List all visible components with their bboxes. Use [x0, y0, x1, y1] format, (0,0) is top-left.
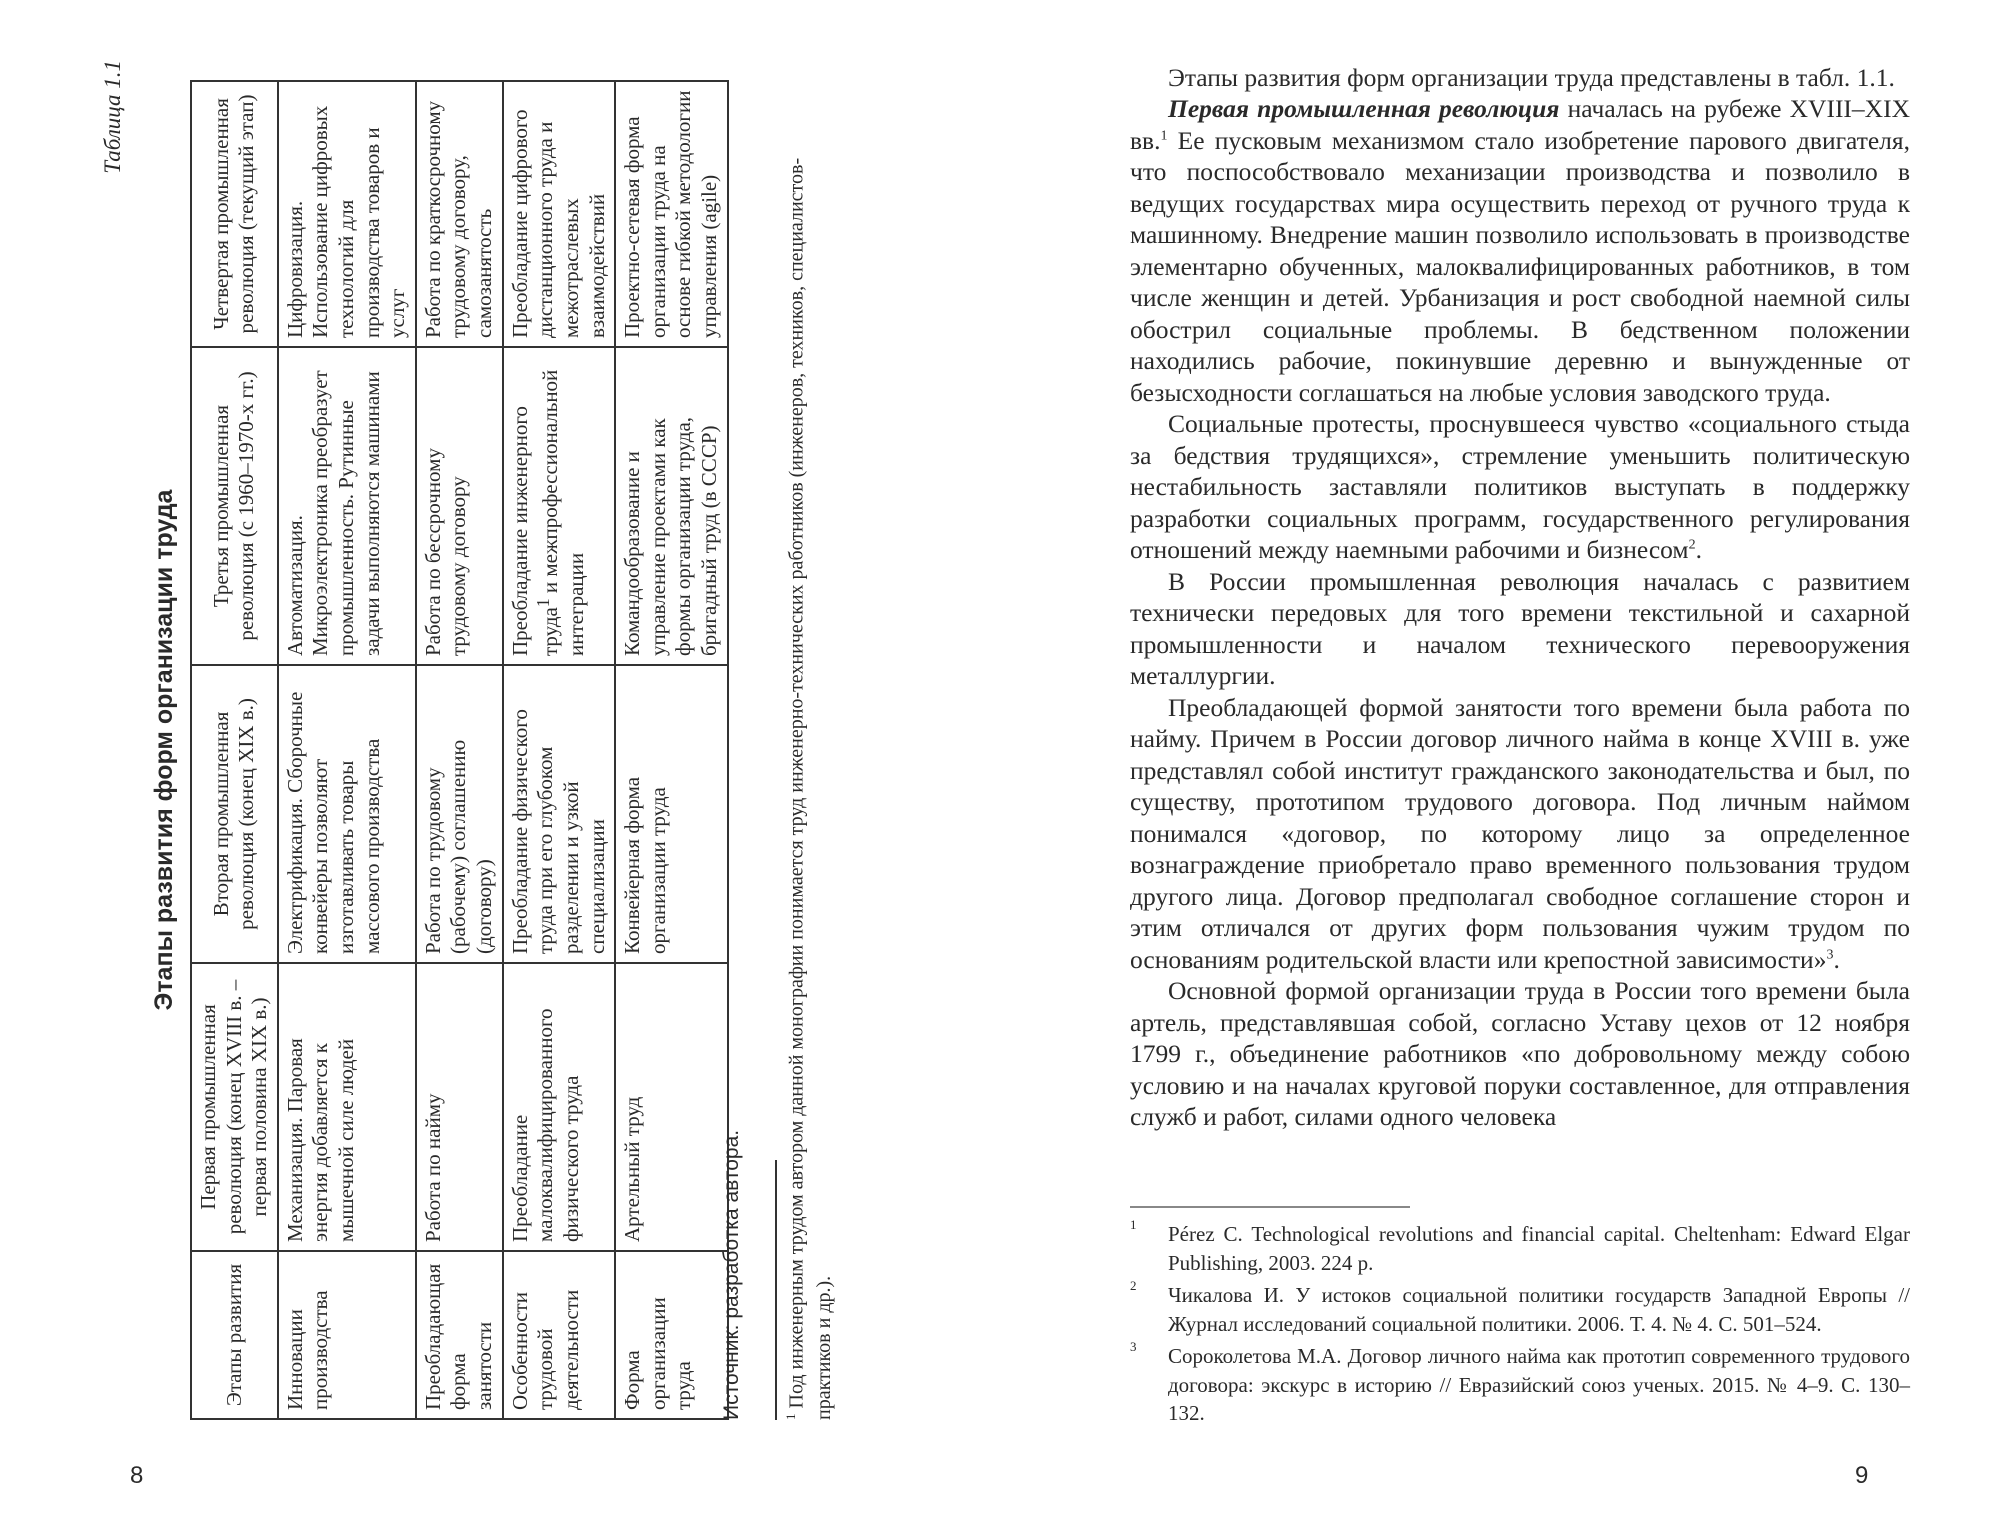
header-first-revolution: Первая промышленная революция (конец XVIII в. – первая половина XIX в.) [191, 963, 278, 1251]
footnote-number: 1 [1130, 1217, 1137, 1232]
footnote-number: 1 [783, 1413, 798, 1420]
paragraph [1130, 408, 1910, 565]
footnote-ref: 2 [1688, 537, 1696, 553]
table-cell: Работа по бессрочному трудовому договору [416, 347, 503, 665]
paragraph-end: . [1695, 535, 1702, 565]
footnote [1130, 1217, 1910, 1277]
footnote [1130, 1278, 1910, 1338]
body-text [1130, 62, 1910, 1132]
cell-text-tail: и межпрофессиональной интеграции [538, 369, 588, 656]
page-number-left: 8 [130, 1462, 144, 1489]
table-cell: Работа по трудовому (рабочему) соглашению (договору) [416, 665, 503, 963]
row-label: Особенности трудовой деятельности [503, 1251, 615, 1419]
paragraph-text: Ее пусковым механизмом стало изобретение парового двигателя, что поспособствовало механизации производства и позволило в ведущих государствах мира осуществить переход от ручного труда к машинному. Внедрение машин позволило использовать в производстве элементарно обученных, малоквалифицированных работников, в том числе женщин и детей. Урбанизация и рост свободной наемной силы обострил социальные проблемы. В бедственном положении находились рабочие, покинувшие деревню и вынужденные от безысходности соглашаться на любые условия заводского труда. [1130, 125, 1910, 407]
header-third-revolution: Третья промышленная революция (с 1960–1970-х гг.) [191, 347, 278, 665]
footnote-number: 3 [1130, 1339, 1137, 1355]
table-title: Этапы развития форм организации труда [150, 489, 178, 1011]
paragraph-text: Преобладающей формой занятости того времени была работа по найму. Причем в России договор личного найма в конце XVIII в. уже представлял собой институт гражданского законодательства и был, по существу, прототипом трудового договора. Под личным наймом понимался «договор, по которому лицо за определенное вознаграждение приобретало право временного пользования трудом другого лица. Договор предполагал свободное соглашение сторон и этим отличался от других форм пользования чужим трудом по основаниям родительской власти или крепостной зависимости» [1130, 692, 1910, 974]
footnote-separator [775, 1160, 777, 1420]
paragraph: Этапы развития форм организации труда представлены в табл. 1.1. [1168, 63, 1895, 92]
footnotes [1130, 1217, 1910, 1432]
table-cell: Механизация. Паровая энергия добавляется к мышечной силе людей [278, 963, 416, 1251]
footnote-text: Pérez C. Technological revolutions and financial capital. Cheltenham: Edward Elgar Publishing, 2003. 224 p. [1168, 1222, 1910, 1275]
paragraph: В России промышленная революция началась с развитием технически передовых для того времени текстильной и сахарной промышленности и началом технического перевооружения металлургии. [1130, 566, 1910, 691]
bold-term: Первая промышленная революция [1168, 94, 1560, 124]
footnote-text: Чикалова И. У истоков социальной политики государств Западной Европы // Журнал исследований социальной политики. 2006. Т. 4. № 4. С. 501–524. [1168, 1283, 1910, 1336]
row-label: Инновации производства [278, 1251, 416, 1419]
table-header-row [191, 81, 278, 1419]
page-number-right: 9 [1855, 1462, 1869, 1489]
paragraph [1130, 93, 1910, 408]
table-row [278, 81, 416, 1419]
table-cell: Преобладание цифрового дистанционного труда и межотраслевых взаимодействий [503, 81, 615, 347]
table-row [416, 81, 503, 1419]
row-label: Преобладающая форма занятости [416, 1251, 503, 1419]
table-cell: Цифровизация. Использование цифровых технологий для производства товаров и услуг [278, 81, 416, 347]
paragraph-end: . [1833, 944, 1840, 974]
table-caption: Таблица 1.1 [100, 60, 125, 174]
stages-table [190, 80, 729, 1420]
right-page [1000, 0, 2000, 1535]
footnote-ref: 3 [1826, 947, 1834, 963]
cell-text: Преобладание инженерного труда [507, 406, 563, 656]
footnote-text: Сороколетова М.А. Договор личного найма как прототип современного трудового договора: экскурс в историю // Евразийский союз ученых. 2015. № 4–9. С. 130–132. [1168, 1344, 1910, 1426]
rotated-table-section [100, 60, 980, 1440]
table-cell: Автоматизация. Микроэлектроника преобразует промышленность. Рутинные задачи выполняются машинами [278, 347, 416, 665]
table-footnote [782, 80, 838, 1420]
table-cell: Артельный труд [615, 963, 727, 1251]
footnote-text: Под инженерным трудом автором данной монографии понимается труд инженерно-технических работников (инженеров, техников, специалистов-практиков и др.). [785, 157, 835, 1420]
header-fourth-revolution: Четвертая промышленная революция (текущий этап) [191, 81, 278, 347]
row-label: Форма организации труда [615, 1251, 727, 1419]
paragraph: Основной формой организации труда в России того времени была артель, представлявшая собой, согласно Уставу цехов от 12 ноября 1799 г., объединение работников «по добровольному между собою условию и на началах круговой поруки составленное, для отправления служб и работ, силами одного человека [1130, 976, 1910, 1131]
table-row [615, 81, 727, 1419]
paragraph-text: Социальные протесты, проснувшееся чувство «социального стыда за бедствия трудящихся», стремление уменьшить политическую нестабильность заставляли политиков выступать в поддержку разработки социальных программ, государственного регулирования отношений между наемными рабочими и бизнесом [1130, 409, 1910, 565]
paragraph [1130, 692, 1910, 975]
table-cell: Преобладание физического труда при его глубоком разделении и узкой специализации [503, 665, 615, 963]
header-second-revolution: Вторая промышленная революция (конец XIX в.) [191, 665, 278, 963]
footnote-ref: 1 [1160, 128, 1168, 144]
table-cell: Проектно-сетевая форма организации труда на основе гибкой методологии управления (agile) [615, 81, 727, 347]
paragraph-text: началась на рубеже XVIII–XIX вв. [1130, 94, 1910, 155]
table-cell: Работа по найму [416, 963, 503, 1251]
table-cell: Командообразование и управление проектами как формы организации труда, бригадный труд (в СССР) [615, 347, 727, 665]
table-source: Источник: разработка автора. [720, 1129, 743, 1420]
table-cell [503, 347, 615, 665]
table-row [503, 81, 615, 1419]
footnote-ref: 1 [533, 598, 554, 608]
table-cell: Конвейерная форма организации труда [615, 665, 727, 963]
table-cell: Электрификация. Сборочные конвейеры позволяют изготавливать товары массового производства [278, 665, 416, 963]
table-cell: Работа по краткосрочному трудовому договору, самозанятость [416, 81, 503, 347]
header-stages: Этапы развития [191, 1251, 278, 1419]
footnote-number: 2 [1130, 1278, 1137, 1294]
table-cell: Преобладание малоквалифицированного физического труда [503, 963, 615, 1251]
footnote-separator [1130, 1206, 1410, 1208]
footnote [1130, 1339, 1910, 1428]
